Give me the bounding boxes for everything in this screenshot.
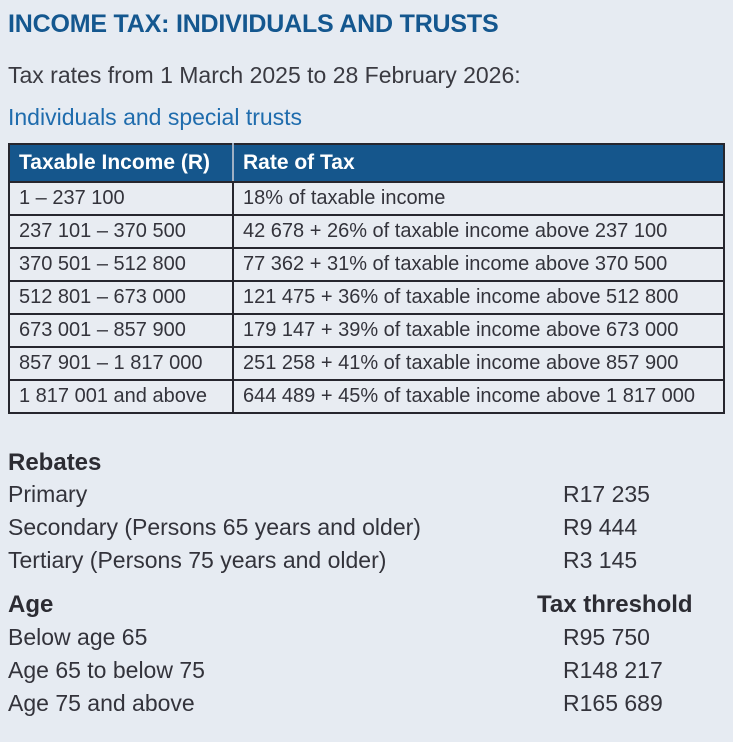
thresholds-header-row [8,588,725,621]
rebate-label: Secondary (Persons 65 years and older) [8,514,421,540]
rebate-label: Tertiary (Persons 75 years and older) [8,547,387,573]
taxable-income-cell: 673 001 – 857 900 [9,314,233,347]
threshold-label: Age 75 and above [8,690,195,716]
rebate-row-primary [8,478,725,511]
section-heading-individuals-special-trusts: Individuals and special trusts [8,104,303,130]
age-column-heading: Age [8,591,54,618]
taxable-income-cell: 512 801 – 673 000 [9,281,233,314]
threshold-value: R95 750 [563,624,650,650]
tax-thresholds-section [8,588,725,720]
rate-of-tax-cell: 251 258 + 41% of taxable income above 857 900 [233,347,724,380]
column-header-taxable-income: Taxable Income (R) [9,144,233,182]
column-header-rate-of-tax: Rate of Tax [233,144,724,182]
page-title: INCOME TAX: INDIVIDUALS AND TRUSTS [8,10,499,38]
taxable-income-cell: 857 901 – 1 817 000 [9,347,233,380]
rebate-row-tertiary [8,544,725,577]
tax-rates-table [8,143,725,414]
tax-bracket-row [9,380,724,413]
rate-of-tax-cell: 644 489 + 45% of taxable income above 1 817 000 [233,380,724,413]
tax-bracket-row [9,248,724,281]
rebates-section [8,448,725,577]
rebate-row-secondary [8,511,725,544]
tax-rates-period-text: Tax rates from 1 March 2025 to 28 February 2026: [8,62,521,88]
rate-of-tax-cell: 42 678 + 26% of taxable income above 237 100 [233,215,724,248]
tax-bracket-row [9,314,724,347]
tax-bracket-row [9,347,724,380]
rebate-value: R3 145 [563,547,638,573]
tax-bracket-row [9,182,724,215]
rate-of-tax-cell: 179 147 + 39% of taxable income above 673 000 [233,314,724,347]
taxable-income-cell: 1 817 001 and above [9,380,233,413]
rebate-value: R17 235 [563,481,650,507]
tax-bracket-row [9,281,724,314]
tax-table-header-row [9,144,724,182]
tax-bracket-row [9,215,724,248]
rebates-heading: Rebates [8,449,102,476]
rate-of-tax-cell: 18% of taxable income [233,182,724,215]
threshold-row-65-to-75 [8,654,725,687]
threshold-value: R148 217 [563,657,663,683]
taxable-income-cell: 370 501 – 512 800 [9,248,233,281]
rate-of-tax-cell: 121 475 + 36% of taxable income above 512 800 [233,281,724,314]
threshold-row-75-and-above [8,687,725,720]
rebate-label: Primary [8,481,88,507]
rate-of-tax-cell: 77 362 + 31% of taxable income above 370 500 [233,248,724,281]
taxable-income-cell: 1 – 237 100 [9,182,233,215]
threshold-row-below-65 [8,621,725,654]
threshold-label: Age 65 to below 75 [8,657,205,683]
tax-threshold-column-heading: Tax threshold [537,591,693,618]
taxable-income-cell: 237 101 – 370 500 [9,215,233,248]
rebate-value: R9 444 [563,514,638,540]
threshold-value: R165 689 [563,690,663,716]
threshold-label: Below age 65 [8,624,148,650]
